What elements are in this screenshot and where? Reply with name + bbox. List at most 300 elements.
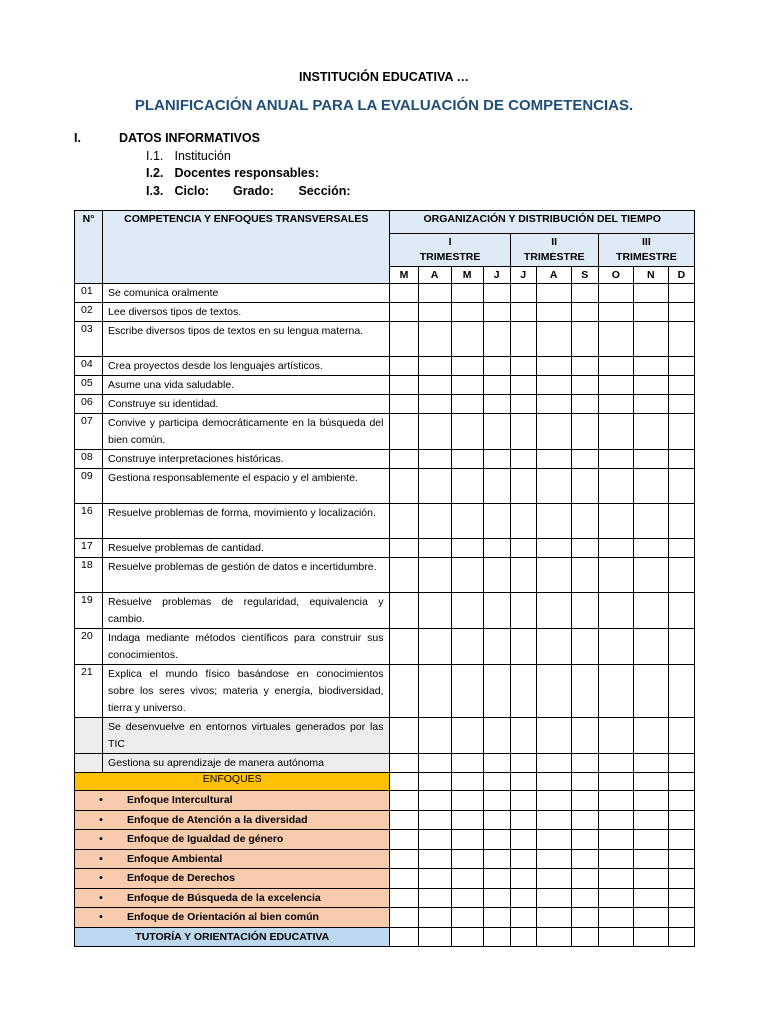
schedule-cell [668, 830, 694, 850]
schedule-cell [390, 539, 418, 558]
schedule-cell [536, 303, 571, 322]
competency-row [75, 558, 695, 593]
info-item-institution [146, 149, 231, 163]
trimester-roman: II [551, 236, 558, 248]
schedule-cell [536, 593, 571, 629]
schedule-cell [510, 357, 536, 376]
schedule-cell [598, 888, 633, 908]
schedule-cell [633, 504, 668, 539]
enfoque-item [75, 869, 390, 889]
schedule-cell [571, 539, 598, 558]
info-item-cycle [146, 184, 351, 198]
enfoque-row [75, 869, 695, 889]
schedule-cell [483, 718, 510, 754]
schedule-cell [390, 450, 418, 469]
schedule-cell [633, 376, 668, 395]
competency-number: 01 [75, 284, 103, 303]
schedule-cell [598, 810, 633, 830]
info-item-number: I.2. [146, 166, 164, 180]
schedule-cell [598, 414, 633, 450]
schedule-cell [390, 718, 418, 754]
schedule-cell [668, 629, 694, 665]
schedule-cell [668, 303, 694, 322]
enfoque-item [75, 791, 390, 811]
schedule-cell [483, 395, 510, 414]
schedule-cell [668, 395, 694, 414]
competency-row [75, 593, 695, 629]
schedule-cell [598, 665, 633, 718]
schedule-cell [451, 395, 483, 414]
competency-number: 18 [75, 558, 103, 593]
schedule-cell [536, 908, 571, 928]
schedule-cell [483, 357, 510, 376]
competency-text: Explica el mundo físico basándose en conocimientos sobre los seres vivos; materia y energía, biodiversidad, tierra y universo. [103, 665, 390, 718]
bullet-icon: • [99, 852, 103, 865]
schedule-cell [483, 322, 510, 357]
schedule-cell [510, 908, 536, 928]
schedule-cell [451, 869, 483, 889]
schedule-cell [483, 849, 510, 869]
schedule-cell [571, 303, 598, 322]
schedule-cell [668, 665, 694, 718]
schedule-cell [536, 376, 571, 395]
schedule-cell [483, 665, 510, 718]
schedule-cell [483, 927, 510, 946]
schedule-cell [536, 414, 571, 450]
schedule-cell [390, 629, 418, 665]
schedule-cell [483, 593, 510, 629]
schedule-cell [418, 395, 451, 414]
schedule-cell [451, 754, 483, 773]
schedule-cell [418, 376, 451, 395]
competency-row [75, 450, 695, 469]
tutoria-row [75, 927, 695, 946]
schedule-cell [668, 284, 694, 303]
schedule-cell [536, 810, 571, 830]
schedule-cell [598, 395, 633, 414]
competency-number: 08 [75, 450, 103, 469]
schedule-cell [510, 718, 536, 754]
schedule-cell [510, 810, 536, 830]
schedule-cell [668, 558, 694, 593]
schedule-cell [483, 791, 510, 811]
schedule-cell [633, 395, 668, 414]
schedule-cell [418, 791, 451, 811]
schedule-cell [390, 830, 418, 850]
bullet-icon: • [99, 911, 103, 924]
competency-row [75, 469, 695, 504]
schedule-cell [571, 908, 598, 928]
schedule-cell [483, 469, 510, 504]
schedule-cell [598, 830, 633, 850]
schedule-cell [451, 357, 483, 376]
schedule-cell [418, 888, 451, 908]
schedule-cell [418, 830, 451, 850]
competency-text: Resuelve problemas de regularidad, equivalencia y cambio. [103, 593, 390, 629]
schedule-cell [390, 504, 418, 539]
schedule-cell [418, 504, 451, 539]
schedule-cell [451, 376, 483, 395]
schedule-cell [390, 849, 418, 869]
competency-text: Gestiona responsablemente el espacio y el ambiente. [103, 469, 390, 504]
schedule-cell [536, 322, 571, 357]
schedule-cell [390, 773, 418, 791]
schedule-cell [510, 773, 536, 791]
schedule-cell [451, 539, 483, 558]
schedule-cell [598, 376, 633, 395]
competency-text: Escribe diversos tipos de textos en su lengua materna. [103, 322, 390, 357]
schedule-cell [510, 539, 536, 558]
schedule-cell [571, 830, 598, 850]
trimester-label: TRIMESTRE [523, 251, 585, 263]
month-header: A [418, 267, 451, 284]
schedule-cell [451, 593, 483, 629]
institution-heading: INSTITUCIÓN EDUCATIVA … [299, 70, 469, 84]
schedule-cell [571, 629, 598, 665]
trimester-roman: I [448, 236, 452, 248]
month-header: J [483, 267, 510, 284]
schedule-cell [510, 754, 536, 773]
schedule-cell [510, 791, 536, 811]
schedule-cell [536, 357, 571, 376]
schedule-cell [668, 718, 694, 754]
competency-number: 17 [75, 539, 103, 558]
schedule-cell [483, 558, 510, 593]
schedule-cell [668, 469, 694, 504]
enfoque-row [75, 830, 695, 850]
enfoque-row [75, 810, 695, 830]
competency-row [75, 322, 695, 357]
competency-number: 06 [75, 395, 103, 414]
competency-number: 05 [75, 376, 103, 395]
schedule-cell [483, 450, 510, 469]
schedule-cell [598, 927, 633, 946]
section-label: Sección: [298, 184, 351, 198]
schedule-cell [633, 773, 668, 791]
schedule-cell [668, 322, 694, 357]
bullet-icon: • [99, 891, 103, 904]
schedule-cell [536, 284, 571, 303]
planning-table [74, 210, 695, 947]
schedule-cell [418, 754, 451, 773]
competency-number: 07 [75, 414, 103, 450]
trimester-label: TRIMESTRE [616, 251, 677, 263]
competency-row [75, 539, 695, 558]
schedule-cell [390, 869, 418, 889]
trimester-label: TRIMESTRE [419, 251, 481, 263]
schedule-cell [451, 849, 483, 869]
schedule-cell [536, 469, 571, 504]
schedule-cell [536, 754, 571, 773]
schedule-cell [451, 810, 483, 830]
schedule-cell [668, 504, 694, 539]
schedule-cell [510, 629, 536, 665]
cycle-label: Ciclo: [174, 184, 210, 198]
schedule-cell [536, 849, 571, 869]
transversal-row [75, 718, 695, 754]
schedule-cell [571, 450, 598, 469]
info-item-number: I.3. [146, 184, 164, 198]
schedule-cell [390, 414, 418, 450]
schedule-cell [598, 754, 633, 773]
schedule-cell [571, 357, 598, 376]
schedule-cell [668, 849, 694, 869]
schedule-cell [571, 849, 598, 869]
transversal-row [75, 754, 695, 773]
schedule-cell [451, 504, 483, 539]
transversal-text: Gestiona su aprendizaje de manera autónoma [103, 754, 390, 773]
competency-number: 20 [75, 629, 103, 665]
transversal-text: Se desenvuelve en entornos virtuales generados por las TIC [103, 718, 390, 754]
competency-text: Construye su identidad. [103, 395, 390, 414]
schedule-cell [571, 927, 598, 946]
schedule-cell [633, 284, 668, 303]
month-header: D [668, 267, 694, 284]
schedule-cell [633, 593, 668, 629]
schedule-cell [633, 754, 668, 773]
schedule-cell [418, 539, 451, 558]
schedule-cell [668, 927, 694, 946]
schedule-cell [510, 376, 536, 395]
schedule-cell [668, 791, 694, 811]
schedule-cell [483, 504, 510, 539]
month-header: S [571, 267, 598, 284]
schedule-cell [633, 357, 668, 376]
enfoque-label: Enfoque de Orientación al bien común [127, 911, 319, 924]
schedule-cell [418, 450, 451, 469]
schedule-cell [451, 284, 483, 303]
schedule-cell [668, 888, 694, 908]
schedule-cell [418, 629, 451, 665]
schedule-cell [571, 665, 598, 718]
enfoque-item [75, 810, 390, 830]
info-item-label: Institución [174, 149, 231, 163]
tutoria-label: TUTORÍA Y ORIENTACIÓN EDUCATIVA [75, 927, 390, 946]
month-header: J [510, 267, 536, 284]
schedule-cell [668, 869, 694, 889]
trimester-roman: III [641, 236, 651, 248]
schedule-cell [598, 593, 633, 629]
schedule-cell [571, 718, 598, 754]
schedule-cell [510, 504, 536, 539]
schedule-cell [510, 849, 536, 869]
competency-row [75, 414, 695, 450]
schedule-cell [510, 665, 536, 718]
section-number: I. [74, 131, 81, 145]
enfoques-header-row [75, 773, 695, 791]
schedule-cell [633, 810, 668, 830]
schedule-cell [571, 395, 598, 414]
schedule-cell [633, 888, 668, 908]
schedule-cell [418, 665, 451, 718]
enfoque-row [75, 791, 695, 811]
schedule-cell [668, 357, 694, 376]
schedule-cell [571, 469, 598, 504]
schedule-cell [451, 791, 483, 811]
competency-text: Se comunica oralmente [103, 284, 390, 303]
competency-number: 02 [75, 303, 103, 322]
bullet-icon: • [99, 872, 103, 885]
enfoque-item [75, 908, 390, 928]
month-header: N [633, 267, 668, 284]
schedule-cell [483, 754, 510, 773]
schedule-cell [536, 450, 571, 469]
schedule-cell [598, 718, 633, 754]
competency-text: Resuelve problemas de forma, movimiento y localización. [103, 504, 390, 539]
section-title: DATOS INFORMATIVOS [119, 131, 260, 145]
competency-number: 09 [75, 469, 103, 504]
schedule-cell [571, 504, 598, 539]
enfoque-row [75, 888, 695, 908]
schedule-cell [483, 773, 510, 791]
schedule-cell [571, 888, 598, 908]
schedule-cell [390, 791, 418, 811]
schedule-cell [483, 539, 510, 558]
schedule-cell [418, 908, 451, 928]
schedule-cell [451, 888, 483, 908]
enfoque-item [75, 830, 390, 850]
schedule-cell [633, 558, 668, 593]
schedule-cell [668, 908, 694, 928]
schedule-cell [668, 810, 694, 830]
schedule-cell [668, 593, 694, 629]
schedule-cell [633, 830, 668, 850]
schedule-cell [633, 718, 668, 754]
schedule-cell [390, 927, 418, 946]
competency-row [75, 504, 695, 539]
schedule-cell [483, 629, 510, 665]
schedule-cell [451, 558, 483, 593]
competency-row [75, 395, 695, 414]
schedule-cell [510, 558, 536, 593]
schedule-cell [483, 888, 510, 908]
schedule-cell [418, 927, 451, 946]
schedule-cell [510, 322, 536, 357]
schedule-cell [536, 773, 571, 791]
schedule-cell [668, 376, 694, 395]
enfoque-label: Enfoque Intercultural [127, 794, 233, 807]
competency-row [75, 357, 695, 376]
schedule-cell [390, 376, 418, 395]
schedule-cell [418, 469, 451, 504]
schedule-cell [598, 357, 633, 376]
schedule-cell [571, 284, 598, 303]
schedule-cell [451, 830, 483, 850]
schedule-cell [598, 849, 633, 869]
schedule-cell [536, 504, 571, 539]
grade-label: Grado: [232, 184, 274, 198]
schedule-cell [598, 504, 633, 539]
schedule-cell [451, 773, 483, 791]
header-competency: COMPETENCIA Y ENFOQUES TRANSVERSALES [103, 211, 390, 284]
schedule-cell [390, 357, 418, 376]
schedule-cell [633, 629, 668, 665]
schedule-cell [598, 558, 633, 593]
schedule-cell [510, 469, 536, 504]
schedule-cell [451, 718, 483, 754]
competency-text: Resuelve problemas de cantidad. [103, 539, 390, 558]
competency-number: 21 [75, 665, 103, 718]
schedule-cell [418, 593, 451, 629]
schedule-cell [451, 303, 483, 322]
enfoque-row [75, 849, 695, 869]
bullet-icon: • [99, 794, 103, 807]
schedule-cell [510, 927, 536, 946]
schedule-cell [633, 469, 668, 504]
schedule-cell [510, 888, 536, 908]
transversal-number [75, 754, 103, 773]
schedule-cell [668, 773, 694, 791]
schedule-cell [536, 927, 571, 946]
schedule-cell [598, 469, 633, 504]
competency-number: 04 [75, 357, 103, 376]
schedule-cell [483, 908, 510, 928]
schedule-cell [598, 539, 633, 558]
competency-row [75, 303, 695, 322]
schedule-cell [633, 927, 668, 946]
enfoque-label: Enfoque de Derechos [127, 872, 235, 885]
schedule-cell [418, 284, 451, 303]
schedule-cell [668, 414, 694, 450]
trimester-1 [390, 234, 510, 267]
schedule-cell [390, 303, 418, 322]
competency-text: Construye interpretaciones históricas. [103, 450, 390, 469]
schedule-cell [390, 593, 418, 629]
month-header: M [390, 267, 418, 284]
info-item-label: Docentes responsables: [174, 166, 319, 180]
schedule-cell [598, 908, 633, 928]
enfoques-header: ENFOQUES [75, 773, 390, 791]
schedule-cell [390, 284, 418, 303]
schedule-cell [633, 869, 668, 889]
schedule-cell [451, 629, 483, 665]
schedule-cell [418, 849, 451, 869]
schedule-cell [633, 849, 668, 869]
trimester-2 [510, 234, 598, 267]
enfoque-label: Enfoque de Igualdad de género [127, 833, 284, 846]
schedule-cell [536, 539, 571, 558]
schedule-cell [390, 888, 418, 908]
schedule-cell [451, 414, 483, 450]
schedule-cell [483, 303, 510, 322]
schedule-cell [451, 322, 483, 357]
month-header: M [451, 267, 483, 284]
enfoque-item [75, 849, 390, 869]
competency-row [75, 665, 695, 718]
schedule-cell [633, 450, 668, 469]
schedule-cell [451, 469, 483, 504]
schedule-cell [536, 830, 571, 850]
schedule-cell [451, 450, 483, 469]
transversal-number [75, 718, 103, 754]
schedule-cell [571, 869, 598, 889]
schedule-cell [633, 303, 668, 322]
schedule-cell [633, 414, 668, 450]
schedule-cell [571, 810, 598, 830]
competency-text: Convive y participa democráticamente en la búsqueda del bien común. [103, 414, 390, 450]
schedule-cell [418, 773, 451, 791]
schedule-cell [483, 830, 510, 850]
bullet-icon: • [99, 833, 103, 846]
schedule-cell [571, 754, 598, 773]
bullet-icon: • [99, 813, 103, 826]
schedule-cell [510, 450, 536, 469]
schedule-cell [510, 593, 536, 629]
schedule-cell [483, 810, 510, 830]
enfoque-item [75, 888, 390, 908]
schedule-cell [418, 869, 451, 889]
schedule-cell [668, 754, 694, 773]
